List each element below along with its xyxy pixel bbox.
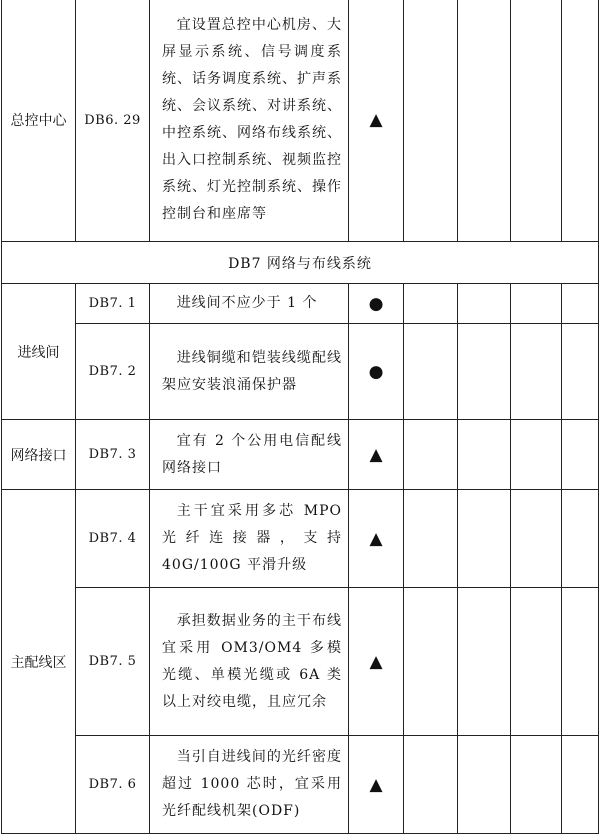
table-row <box>2 420 599 490</box>
item-code: DB7. 4 <box>76 490 150 588</box>
blank-cell <box>511 420 562 490</box>
item-name: 主配线区 <box>2 490 76 834</box>
table-row <box>2 736 599 834</box>
blank-cell <box>458 284 511 324</box>
blank-cell <box>562 284 599 324</box>
item-name: 网络接口 <box>2 420 76 490</box>
table-row <box>2 0 599 242</box>
blank-cell <box>511 490 562 588</box>
table-row <box>2 324 599 420</box>
item-code: DB7. 1 <box>76 284 150 324</box>
circle-icon: ● <box>349 284 404 324</box>
blank-cell <box>404 490 458 588</box>
blank-cell <box>562 588 599 736</box>
blank-cell <box>404 420 458 490</box>
item-description: 当引自进线间的光纤密度超过 1000 芯时，宜采用光纤配线机架(ODF) <box>150 736 349 834</box>
standard-table <box>1 0 599 834</box>
blank-cell <box>404 0 458 242</box>
triangle-icon: ▲ <box>349 736 404 834</box>
blank-cell <box>458 588 511 736</box>
blank-cell <box>511 736 562 834</box>
item-code: DB7. 6 <box>76 736 150 834</box>
blank-cell <box>404 736 458 834</box>
item-code: DB7. 2 <box>76 324 150 420</box>
item-description: 进线间不应少于 1 个 <box>150 284 349 324</box>
triangle-icon: ▲ <box>349 490 404 588</box>
circle-icon: ● <box>349 324 404 420</box>
blank-cell <box>562 490 599 588</box>
blank-cell <box>562 420 599 490</box>
section-title: DB7 网络与布线系统 <box>2 242 599 284</box>
triangle-icon: ▲ <box>349 588 404 736</box>
item-description: 主干宜采用多芯 MPO 光纤连接器，支持 40G/100G 平滑升级 <box>150 490 349 588</box>
blank-cell <box>511 284 562 324</box>
table-row <box>2 588 599 736</box>
item-code: DB7. 5 <box>76 588 150 736</box>
blank-cell <box>404 324 458 420</box>
item-name: 进线间 <box>2 284 76 420</box>
triangle-icon: ▲ <box>349 0 404 242</box>
blank-cell <box>404 588 458 736</box>
table-row <box>2 490 599 588</box>
item-code: DB6. 29 <box>76 0 150 242</box>
table-row <box>2 284 599 324</box>
item-description: 宜有 2 个公用电信配线网络接口 <box>150 420 349 490</box>
blank-cell <box>562 0 599 242</box>
blank-cell <box>458 736 511 834</box>
triangle-icon: ▲ <box>349 420 404 490</box>
blank-cell <box>511 0 562 242</box>
item-name: 总控中心 <box>2 0 76 242</box>
blank-cell <box>562 324 599 420</box>
item-code: DB7. 3 <box>76 420 150 490</box>
blank-cell <box>458 324 511 420</box>
blank-cell <box>562 736 599 834</box>
blank-cell <box>511 588 562 736</box>
blank-cell <box>404 284 458 324</box>
blank-cell <box>458 0 511 242</box>
section-row <box>2 242 599 284</box>
item-description: 宜设置总控中心机房、大屏显示系统、信号调度系统、话务调度系统、扩声系统、会议系统、对讲系统、中控系统、网络布线系统、出入口控制系统、视频监控系统、灯光控制系统、操作控制台和座席等 <box>150 0 349 242</box>
blank-cell <box>511 324 562 420</box>
blank-cell <box>458 420 511 490</box>
blank-cell <box>458 490 511 588</box>
item-description: 承担数据业务的主干布线宜采用 OM3/OM4 多模光缆、单模光缆或 6A 类以上对绞电缆，且应冗余 <box>150 588 349 736</box>
item-description: 进线铜缆和铠装线缆配线架应安装浪涌保护器 <box>150 324 349 420</box>
